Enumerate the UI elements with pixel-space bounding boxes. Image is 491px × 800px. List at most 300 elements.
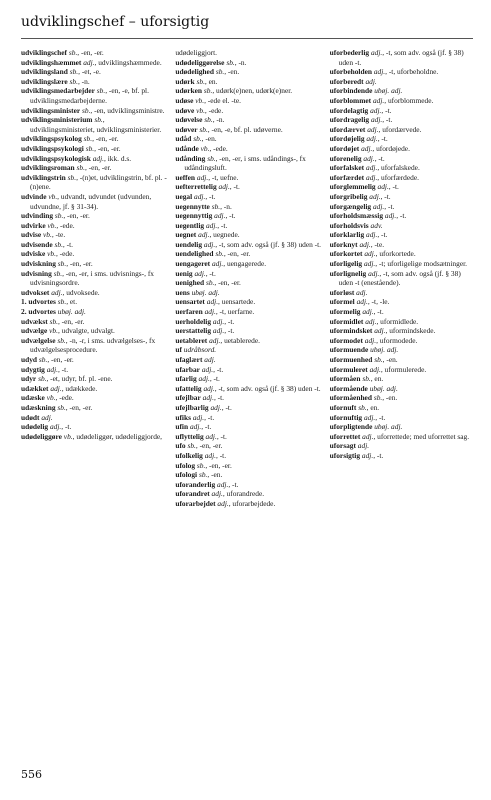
inflection-text: , ufordøjede. [372,143,410,153]
column-3 [330,48,476,753]
headword: udæske [21,393,45,403]
headword: ufordærvet [329,124,366,134]
headword: udviklingsroman [21,163,75,173]
headword: udygtig [21,364,45,374]
grammar-label: adj. [201,364,214,374]
grammar-label: sb. [204,115,213,125]
headword: uformindsket [329,326,373,336]
inflection-text: , en. [370,374,384,384]
inflection-text: , -t. [377,230,388,240]
grammar-label: adj. [362,307,374,317]
headword: udvokset [21,287,50,297]
dictionary-entry [330,106,476,116]
grammar-label: sb. [57,402,66,412]
dictionary-entry [21,326,167,336]
inflection-text: , -t. [381,105,392,115]
dictionary-entry [330,432,476,442]
grammar-label: adj. [365,316,377,326]
inflection-text: , -t; uforligelige modsætninger. [375,259,468,269]
grammar-label: sb. [362,374,371,384]
headword: udvirke [21,220,46,230]
grammar-label: sb. [198,470,208,480]
grammar-label: sb. [38,374,47,384]
grammar-label: adj. [356,287,368,297]
dictionary-entry [175,144,321,154]
dictionary-entry [21,192,167,211]
inflection-text: , -(n)et, udviklingstrin, bf. pl. -(n)ene. [30,172,167,192]
grammar-label: sb. [205,278,215,288]
grammar-label: adj. [372,95,385,105]
dictionary-entry [175,451,321,461]
dictionary-entry [21,77,167,87]
grammar-label: adj. [357,441,370,451]
inflection-text: , ikk. d.s. [104,153,132,163]
dictionary-entry [21,432,167,442]
inflection-text: , uformulerede. [380,364,427,374]
dictionary-entry [175,345,321,355]
inflection-text: , udvoksede. [62,287,100,297]
headword: uforberedt [329,76,364,86]
inflection-text: , udviklingsministeriet, udviklingsministerier. [30,115,162,134]
headword: udvisning [21,268,52,278]
inflection-text: , -n. [212,115,225,125]
grammar-label: sb. [68,48,78,57]
grammar-label: sb. [196,76,205,86]
grammar-label: sb. [69,67,79,77]
headword: udvælge [21,326,48,336]
inflection-text: , -t. [221,402,232,412]
dictionary-entry [330,115,476,125]
inflection-text: , -t, som adv. også (jf. § 38) uden -t (enestående). [338,268,461,288]
dictionary-entry [175,67,321,77]
grammar-label: adj. [356,297,368,307]
inflection-text: , -en. [382,393,398,403]
dictionary-entry [175,106,321,116]
headword: ufarlig [175,374,197,384]
inflection-text: , en. [204,76,218,86]
inflection-text: , -t. [213,364,224,374]
inflection-text: , uengagerede. [223,259,267,269]
grammar-label: adj. [362,431,374,441]
inflection-text: , uforfalskede. [377,163,420,173]
inflection-text: , -t. [229,182,240,192]
headword: uforandret [175,489,210,499]
dictionary-entry [175,249,321,259]
headword: ufaglært [175,355,203,364]
headword: udviske [21,249,46,259]
inflection-text: , -t. [216,431,227,441]
dictionary-entry [175,422,321,432]
dictionary-entry [175,355,321,365]
dictionary-entry [175,326,321,336]
grammar-label: sb. [196,460,206,470]
dictionary-entry [175,192,321,202]
grammar-label: sb. [96,86,106,96]
grammar-label: adj. [50,383,62,393]
grammar-label: vb. [63,431,73,441]
inflection-text: , -t. [225,211,236,221]
headword: uforgribelig [329,191,368,201]
grammar-label: sb. [53,268,63,278]
inflection-text: , -t, -le. [367,297,390,307]
grammar-label: sb. [57,335,66,345]
grammar-label: adj. [218,182,230,192]
grammar-label: ubøj. adj. [369,383,398,393]
inflection-text: , -ede. [204,105,224,115]
dictionary-entry [330,288,476,298]
headword: udødelighed [175,67,214,77]
dictionary-entry [330,326,476,336]
headword: udånde [175,143,199,153]
dictionary-entry [175,182,321,192]
dictionary-entry [330,240,476,250]
grammar-label: vb. [47,249,56,259]
grammar-label: adj. [369,191,381,201]
headword: udånding [175,153,206,163]
headword: uformåen [329,374,361,384]
headword: uerfaren [175,307,203,317]
headword: uendelighed [175,249,214,259]
dictionary-entry [175,211,321,221]
inflection-text: , -t. [62,239,73,249]
headword: uensartet [175,297,205,307]
dictionary-entry [175,48,321,58]
dictionary-entry [175,374,321,384]
headword: udæskning [21,402,56,412]
grammar-label: adj. [189,422,202,432]
inflection-text: udødeliggjort. [175,48,217,57]
grammar-label: sb. [226,57,235,67]
headword: uforbederlig [329,48,370,57]
inflection-text: , -en, -er. [77,48,104,57]
grammar-label: adj. [209,335,221,345]
headword: uforsagt [329,441,356,451]
headword: uformodet [329,335,363,345]
grammar-label: sb. [76,163,85,173]
dictionary-entry [21,240,167,250]
headword: uegennyttig [175,211,213,221]
headword: uegnet [175,230,197,240]
dictionary-entry [175,77,321,87]
dictionary-entry [21,384,167,394]
dictionary-entry [330,317,476,327]
headword: uformuenhed [329,355,373,364]
inflection-text: , en. [366,402,380,412]
grammar-label: sb. [82,105,91,115]
dictionary-entry [175,470,321,480]
headword: uforholdsmæssig [329,211,384,221]
headword: uengageret [175,259,211,269]
grammar-label: adj. [49,422,62,432]
dictionary-entry [175,125,321,135]
grammar-label: adj. [194,268,206,278]
headword: ueffen [175,172,196,182]
grammar-label: udråbsord. [183,345,217,355]
dictionary-entry [330,230,476,240]
dictionary-entry [330,144,476,154]
dictionary-entry [21,144,167,154]
headword: uforarbejdet [175,498,216,508]
inflection-text: , uforarbejdede. [228,498,276,508]
inflection-text: , -en, -er. [57,316,85,326]
grammar-label: adj. [363,259,376,269]
inflection-text: , -t. [373,450,384,460]
grammar-label: adj. [41,412,53,422]
headword: udviklingsmedarbejder [21,86,95,96]
inflection-text: , -t. [396,211,407,221]
headword: udødeliggørelse [175,57,225,67]
grammar-label: adj. [366,163,378,173]
headword: udødeliggøre [21,431,62,441]
inflection-text: , -ede. [55,249,75,259]
headword: udviklingspsykolog [21,134,82,144]
dictionary-entry [330,77,476,87]
grammar-label: sb. [54,211,64,221]
inflection-text: , udødeliggør, udødeliggjorde, [72,431,163,441]
grammar-label: sb. [193,134,202,144]
headword: udvælgelse [21,335,56,345]
grammar-label: sb. [211,201,221,211]
headword: uegal [175,191,193,201]
dictionary-entry [175,173,321,183]
headword: uformel [329,297,355,307]
headword: ufordelagtig [329,105,369,115]
grammar-label: adj. [92,153,104,163]
grammar-label: adj. [203,239,216,249]
dictionary-entry [21,230,167,240]
inflection-text: , -t, uforbeholdne. [385,67,439,77]
grammar-label: adj. [361,450,374,460]
headword: ufordøjet [329,143,360,153]
inflection-text: , -et, udyr, bf. pl. -ene. [46,374,113,384]
inflection-text: , -en, -er. [66,259,93,269]
headword: uformidlet [329,316,364,326]
grammar-label: adj. [51,287,63,297]
headword: ufejlbarlig [175,402,209,412]
dictionary-entry [330,173,476,183]
headword: udviklingschef [21,48,68,57]
column-1 [21,48,167,753]
dictionary-columns [21,48,476,753]
inflection-text: , -t. [373,307,384,317]
dictionary-entry [21,422,167,432]
dictionary-entry [330,441,476,451]
inflection-text: , -t, uefne. [208,172,239,182]
dictionary-entry [330,192,476,202]
grammar-label: adj. [46,364,58,374]
grammar-label: adj. [366,172,378,182]
headword: udøse [175,95,194,105]
inflection-text: , -te. [51,230,66,240]
grammar-label: adj. [373,67,386,77]
dictionary-entry [330,221,476,231]
dictionary-entry [21,221,167,231]
headword: uefterrettelig [175,182,217,192]
dictionary-entry [330,374,476,384]
grammar-label: adj. [369,364,381,374]
inflection-text: , uegnede. [209,230,240,240]
inflection-text: , -en, -er. [65,402,93,412]
headword: uforklarlig [329,230,365,240]
grammar-label: adj. [204,355,216,364]
headword: uegentlig [175,220,205,230]
inflection-text: , -en, -er. [205,460,232,470]
dictionary-entry [21,297,167,307]
headword: uetableret [175,335,208,345]
dictionary-entry [21,413,167,423]
grammar-label: sb. [83,134,93,144]
dictionary-entry [175,480,321,490]
running-head: udviklingschef – uforsigtig [21,14,210,30]
grammar-label: vb. [49,326,58,336]
grammar-label: sb. [215,67,225,77]
dictionary-entry [330,154,476,164]
grammar-label: sb. [85,143,95,153]
headword: 1. udvortes [21,297,56,307]
inflection-text: , -t. [209,374,220,384]
grammar-label: adj. [192,412,205,422]
inflection-text: , -et, -e. [78,67,101,77]
inflection-text: , -n, -r, i sms. udvælgelses-, fx udvælgelsesprocedure. [30,335,156,355]
grammar-label: adj. [370,48,383,57]
inflection-text: , -en, -er. [223,249,251,259]
headword: uforglemmelig [329,182,376,192]
inflection-text: , uforblommede. [384,95,434,105]
inflection-text: , -t. [217,220,228,230]
dictionary-entry [175,288,321,298]
grammar-label: sb. [38,355,48,364]
inflection-text: , -ede. [56,220,75,230]
grammar-label: sb. [215,249,224,259]
grammar-label: adj. [198,374,210,384]
headword: uens [175,287,190,297]
headword: ufornuftig [329,412,363,422]
grammar-label: adj. [206,297,219,307]
grammar-label: vb. [43,230,52,240]
inflection-text: , -en, -e, bf. pl. udviklingsmedarbejderne. [30,86,149,105]
headword: udåd [175,134,192,144]
dictionary-entry [175,413,321,423]
grammar-label: adj. [361,143,373,153]
dictionary-entry [21,163,167,173]
inflection-text: , -en, -e, bf. pl. udøverne. [207,124,283,134]
headword: udviklingslære [21,76,68,86]
dictionary-entry [330,182,476,192]
grammar-label: ubøj. adj. [374,86,403,96]
inflection-text: , uformidlede. [376,316,419,326]
headword: udødt [21,412,40,422]
dictionary-entry [175,86,321,96]
dictionary-entry [330,48,476,67]
dictionary-entry [21,211,167,221]
dictionary-entry [175,278,321,288]
dictionary-entry [175,115,321,125]
inflection-text: , -en, -er, i sms. udvisnings-, fx udvisningsordre. [30,268,154,288]
inflection-text: , -t, uerfarne. [215,307,255,317]
grammar-label: sb. [57,297,67,307]
grammar-label: adj. [211,259,224,269]
grammar-label: adj. [364,249,376,259]
inflection-text: , udækkede. [61,383,98,393]
grammar-label: adj. [368,268,380,278]
headword: udækket [21,383,49,393]
grammar-label: adj. [364,335,377,345]
headword: uforbeholden [329,67,372,77]
dictionary-entry [21,336,167,355]
inflection-text: , -t, som adv. også (jf. § 38) uden -t. [215,239,322,249]
headword: ufolkelig [175,450,203,460]
inflection-text: , -n. [77,76,90,86]
inflection-text: , -en, -er. [84,163,112,173]
dictionary-entry [175,307,321,317]
inflection-text: , uforfærdede. [377,172,419,182]
dictionary-entry [21,403,167,413]
headword: udøve [175,105,195,115]
grammar-label: ubøj. adj. [57,307,86,317]
headword: udøver [175,124,198,134]
dictionary-entry [330,249,476,259]
dictionary-entry [330,96,476,106]
inflection-text: , -en, -er. [63,211,90,221]
headword: uf [175,345,182,355]
dictionary-entry [330,451,476,461]
headword: uerstattelig [175,326,212,336]
dictionary-entry [21,48,167,58]
inflection-text: , -t. [57,364,69,374]
inflection-text: , -te. [370,239,385,249]
headword: udyr [21,374,37,384]
inflection-text: , -en, -er. [92,134,119,144]
headword: uforbindende [329,86,373,96]
grammar-label: adj. [367,124,379,134]
dictionary-entry [175,393,321,403]
inflection-text: , udvalgte, udvalgt. [57,326,115,336]
dictionary-entry [175,499,321,509]
dictionary-entry [21,317,167,327]
grammar-label: sb. [199,124,208,134]
inflection-text: , -t. [375,412,386,422]
headword: uforsigtig [329,450,361,460]
headword: uforholdsvis [329,220,369,230]
grammar-label: adj. [205,220,218,230]
dictionary-entry [175,336,321,346]
dictionary-entry [175,154,321,173]
dictionary-entry [175,461,321,471]
headword: uforkortet [329,249,363,259]
dictionary-entry [21,269,167,288]
dictionary-entry [21,154,167,164]
inflection-text: , -t, som adv. også (jf. § 38) uden -t. [338,48,464,67]
grammar-label: adj. [217,479,229,489]
grammar-label: vb. [195,95,205,105]
headword: ufo [175,441,186,451]
dictionary-entry [21,288,167,298]
inflection-text: , -ede. [55,393,74,403]
inflection-text: , -en. [382,355,398,364]
headword: uformåenhed [329,393,372,403]
headword: uforanderlig [175,479,216,489]
headword: uforfalsket [329,163,365,173]
headword: udvækst [21,316,48,326]
inflection-text: , -en, -er. [214,278,241,288]
headword: uegennytte [175,201,210,211]
inflection-text: , uformodede. [376,335,418,345]
dictionary-entry [21,374,167,384]
inflection-text: , -en, udviklingsministre. [90,105,165,115]
grammar-label: adj. [204,450,216,460]
dictionary-entry [330,134,476,144]
dictionary-entry [21,58,167,68]
